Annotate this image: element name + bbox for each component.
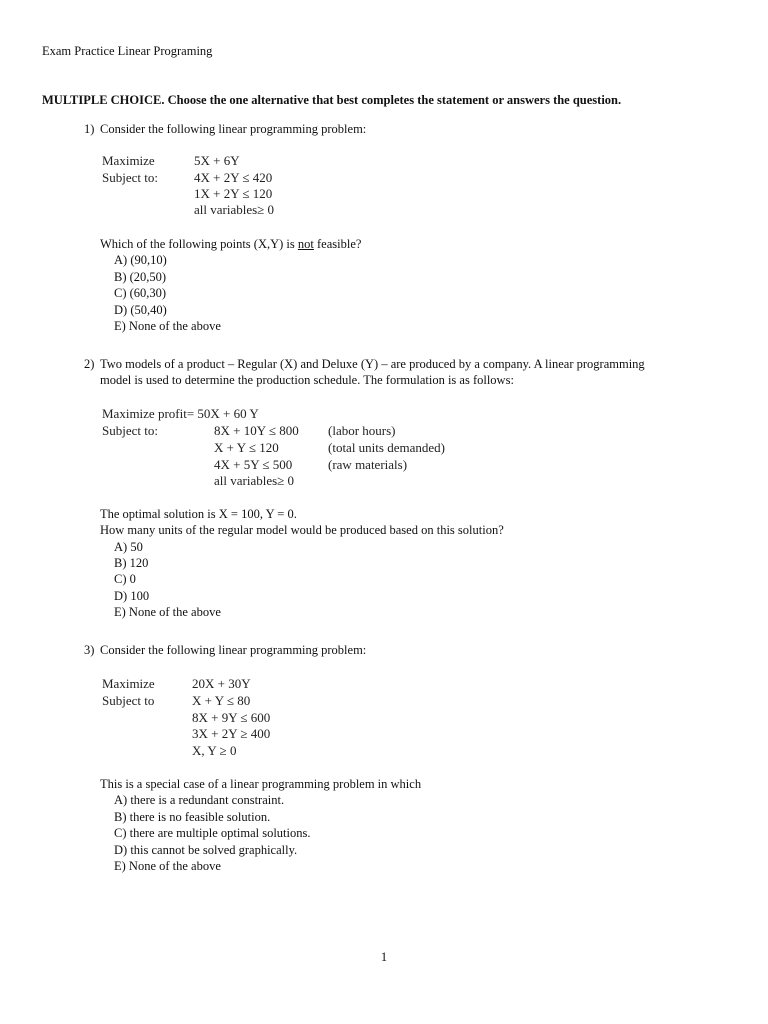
answer-option-d: D) (50,40)	[114, 303, 167, 317]
constraint-expression: all variables≥ 0	[214, 473, 295, 488]
answer-option-c: C) 0	[114, 572, 136, 586]
constraint-note: (labor hours)	[328, 423, 396, 438]
model-expression: 1X + 2Y ≤ 120	[194, 186, 273, 201]
question-intro-line-2: model is used to determine the production schedule. The formulation is as follows:	[100, 373, 514, 387]
question-intro: Consider the following linear programming problem:	[100, 643, 367, 657]
answer-option-b: B) 120	[114, 556, 149, 570]
instructions: MULTIPLE CHOICE. Choose the one alternative that best completes the statement or answers the question.	[42, 93, 622, 107]
question-text-before: Which of the following points (X,Y) is	[100, 237, 298, 251]
model-expression: X, Y ≥ 0	[192, 743, 237, 758]
model-objective: Maximize profit= 50X + 60 Y	[102, 406, 259, 421]
answer-option-a: A) there is a redundant constraint.	[114, 793, 285, 807]
model-label: Subject to:	[102, 423, 158, 438]
answer-option-b: B) (20,50)	[114, 270, 167, 284]
answer-option-a: A) 50	[114, 540, 143, 554]
answer-option-a: A) (90,10)	[114, 253, 167, 267]
question-emphasis: not	[297, 237, 314, 251]
model-expression: 4X + 2Y ≤ 420	[194, 170, 273, 185]
document-header: Exam Practice Linear Programing	[42, 44, 213, 58]
constraint-note: (raw materials)	[328, 457, 408, 472]
model-label: Subject to	[102, 693, 155, 708]
question-number: 2)	[84, 357, 95, 371]
model-expression: 20X + 30Y	[192, 676, 251, 691]
model-label: Subject to:	[102, 170, 158, 185]
answer-option-c: C) (60,30)	[114, 286, 167, 300]
constraint-expression: 4X + 5Y ≤ 500	[214, 457, 293, 472]
constraint-note: (total units demanded)	[328, 440, 445, 455]
model-expression: all variables≥ 0	[194, 202, 275, 217]
answer-option-b: B) there is no feasible solution.	[114, 810, 271, 824]
question-number: 1)	[84, 122, 95, 136]
question-number: 3)	[84, 643, 95, 657]
question-text: This is a special case of a linear programming problem in which	[100, 777, 422, 791]
model-expression: 3X + 2Y ≥ 400	[192, 726, 271, 741]
answer-option-e: E) None of the above	[114, 319, 221, 333]
answer-option-e: E) None of the above	[114, 605, 221, 619]
question-text-after: feasible?	[313, 237, 362, 251]
answer-option-e: E) None of the above	[114, 859, 221, 873]
answer-option-c: C) there are multiple optimal solutions.	[114, 826, 311, 840]
model-label: Maximize	[102, 153, 155, 168]
constraint-expression: 8X + 10Y ≤ 800	[214, 423, 299, 438]
model-label: Maximize	[102, 676, 155, 691]
question-text	[100, 236, 361, 252]
page-number: 1	[380, 950, 388, 964]
question-intro-line-1: Two models of a product – Regular (X) and Deluxe (Y) – are produced by a company. A linear programming	[100, 357, 645, 371]
model-expression: X + Y ≤ 80	[192, 693, 251, 708]
solution-statement: The optimal solution is X = 100, Y = 0.	[100, 507, 297, 521]
model-expression: 8X + 9Y ≤ 600	[192, 710, 271, 725]
question-text: How many units of the regular model would be produced based on this solution?	[100, 523, 504, 537]
answer-option-d: D) 100	[114, 589, 150, 603]
model-expression: 5X + 6Y	[194, 153, 240, 168]
answer-option-d: D) this cannot be solved graphically.	[114, 843, 298, 857]
question-intro: Consider the following linear programming problem:	[100, 122, 367, 136]
constraint-expression: X + Y ≤ 120	[214, 440, 279, 455]
